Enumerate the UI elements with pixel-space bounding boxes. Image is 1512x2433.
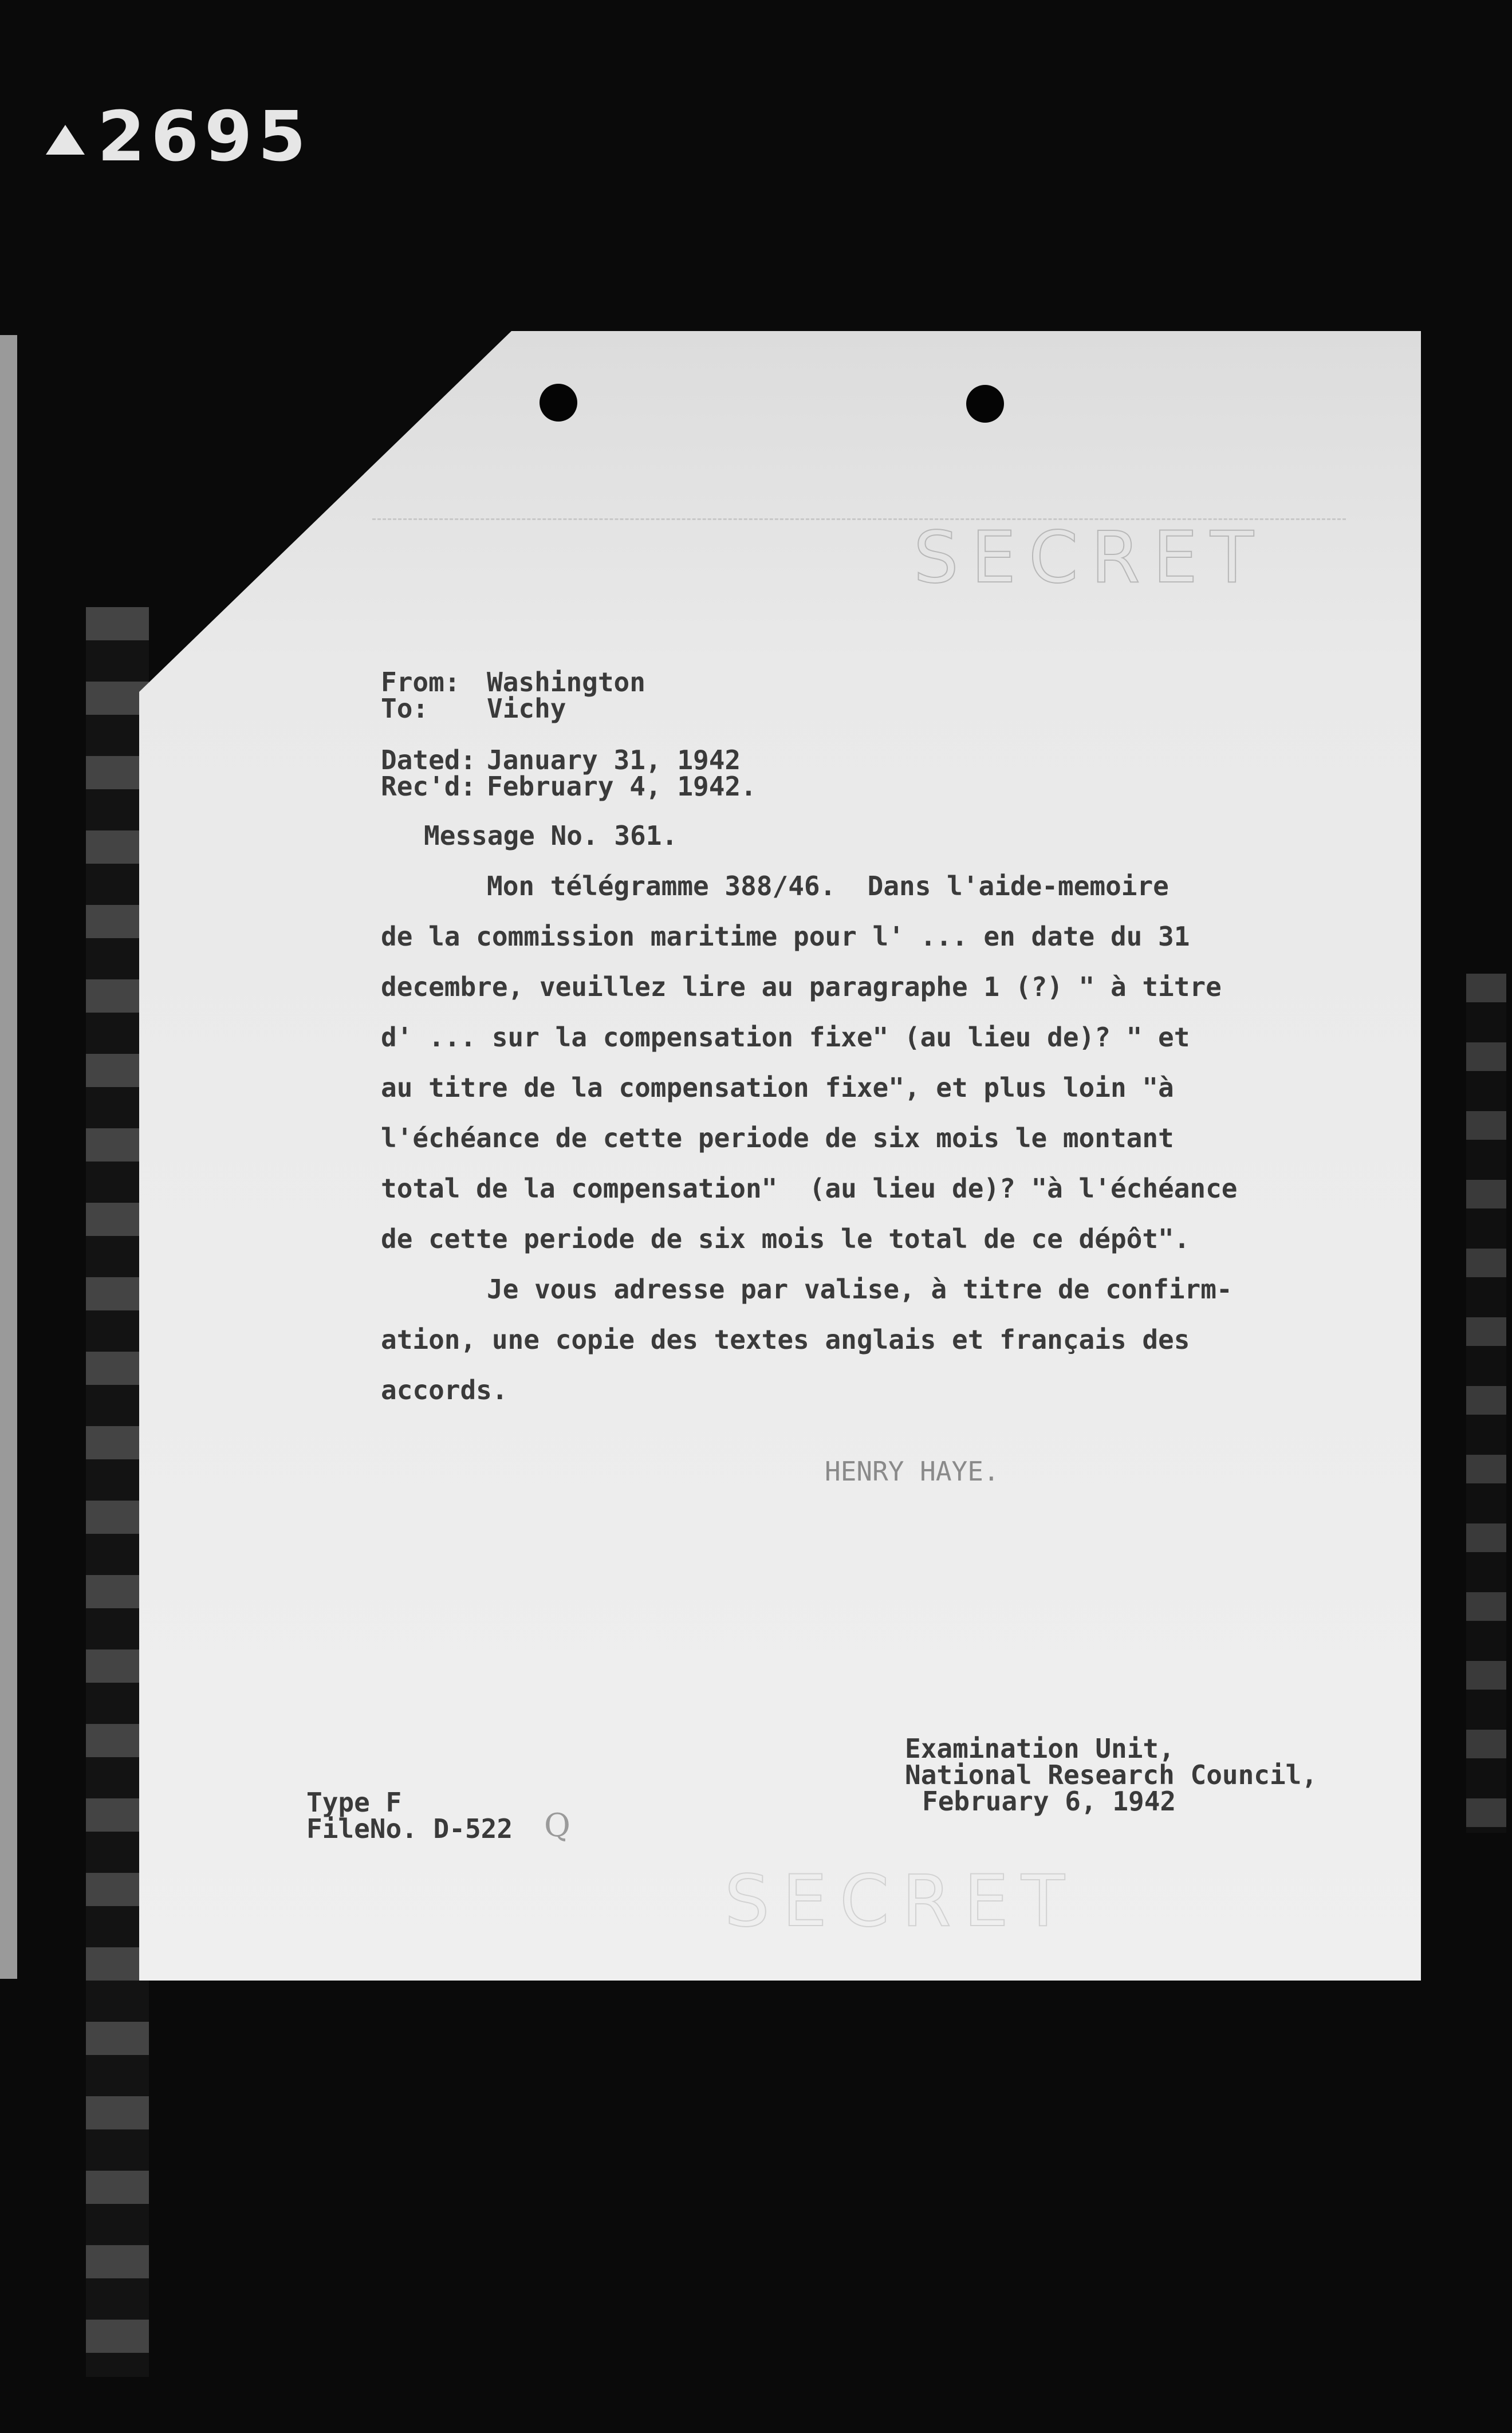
body-line: de la commission maritime pour l' ... en date du 31 — [381, 921, 1190, 952]
dated-label: Dated: — [381, 745, 477, 775]
from-value: Washington — [487, 667, 645, 698]
footer-date: February 6, 1942 — [922, 1786, 1176, 1817]
body-line: Mon télégramme 388/46. Dans l'aide-memoire — [487, 871, 1169, 901]
to-label: To: — [381, 693, 429, 724]
file-number: FileNo. D-522 — [306, 1813, 513, 1844]
body-line: de cette periode de six mois le total de ce dépôt". — [381, 1223, 1190, 1254]
pencil-mark: Q — [544, 1807, 570, 1844]
secret-stamp-bottom: SECRET — [724, 1860, 1077, 1943]
body-line: decembre, veuillez lire au paragraphe 1 (?) " à titre — [381, 971, 1222, 1002]
research-council: National Research Council, — [905, 1759, 1318, 1790]
body-line: accords. — [381, 1375, 508, 1406]
recd-value: February 4, 1942. — [487, 771, 757, 802]
body-line: Je vous adresse par valise, à titre de confirm- — [487, 1274, 1233, 1305]
punch-hole-icon — [966, 385, 1004, 423]
dated-value: January 31, 1942 — [487, 745, 741, 775]
body-line: d' ... sur la compensation fixe" (au lieu de)? " et — [381, 1022, 1190, 1053]
secret-stamp-top: SECRET — [914, 517, 1266, 599]
examination-unit: Examination Unit, — [905, 1733, 1175, 1764]
film-edge — [0, 335, 17, 1979]
triangle-marker-icon — [46, 125, 85, 155]
frame-number: 2695 — [46, 103, 312, 172]
message-number: Message No. 361. — [424, 820, 678, 851]
film-sprocket-strip-right — [1466, 974, 1506, 1833]
type-label: Type F — [306, 1787, 402, 1818]
punch-hole-icon — [540, 384, 577, 422]
body-line: l'échéance de cette periode de six mois le montant — [381, 1123, 1174, 1153]
from-label: From: — [381, 667, 460, 698]
to-value: Vichy — [487, 693, 566, 724]
body-line: total de la compensation" (au lieu de)? "à l'échéance — [381, 1173, 1238, 1204]
body-line: ation, une copie des textes anglais et français des — [381, 1324, 1190, 1355]
signature: HENRY HAYE. — [825, 1456, 999, 1487]
recd-label: Rec'd: — [381, 771, 477, 802]
body-line: au titre de la compensation fixe", et plus loin "à — [381, 1072, 1174, 1103]
